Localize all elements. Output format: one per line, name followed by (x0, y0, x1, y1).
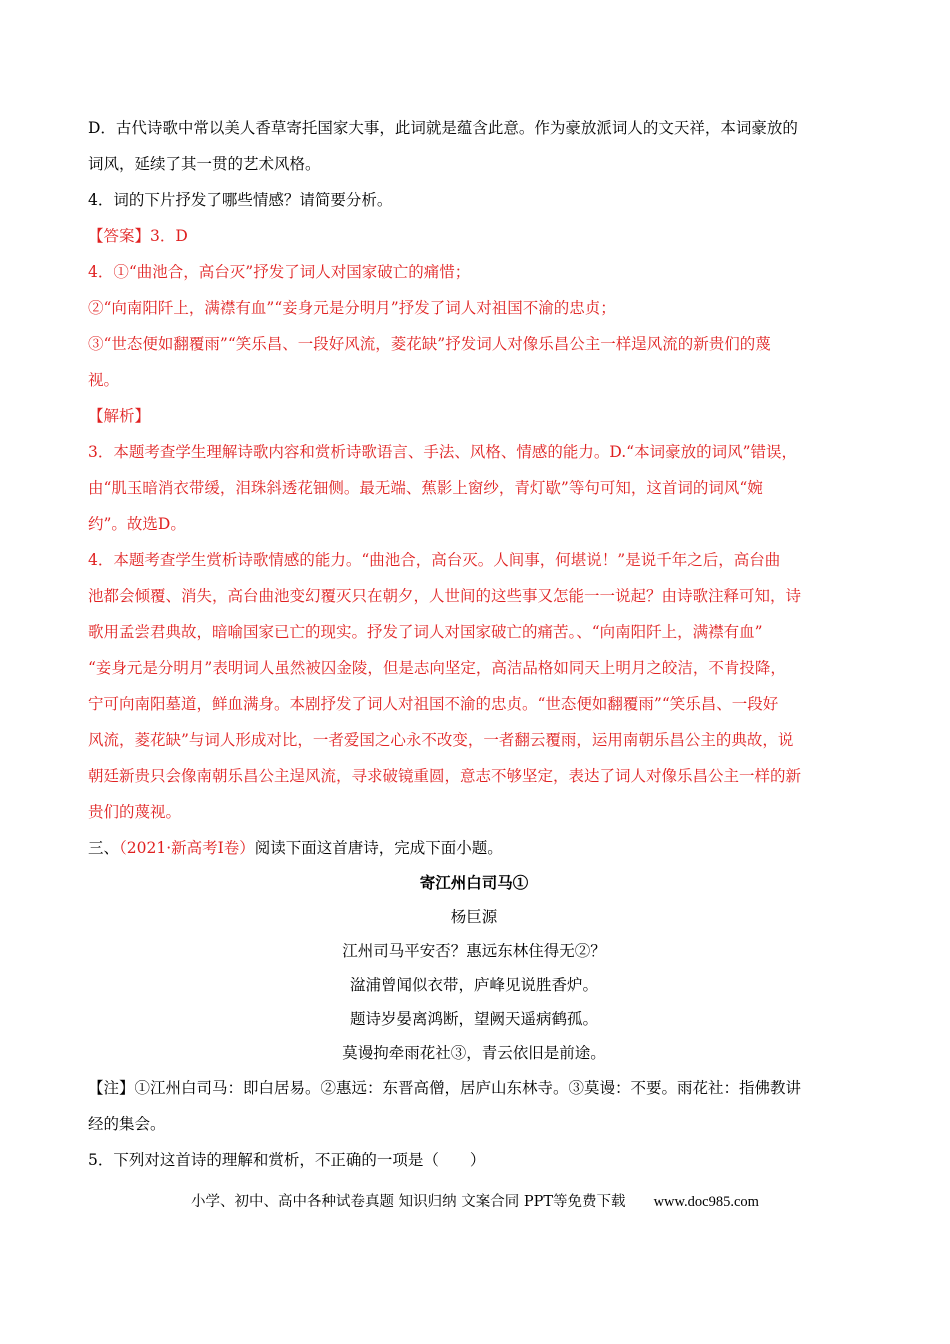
page-footer (0, 1190, 950, 1211)
poem-line-1: 江州司马平安否？惠远东林住得无②？ (342, 942, 606, 960)
answer-4-line-2: ②“向南阳阡上，满襟有血”“妾身元是分明月”抒发了词人对祖国不渝的忠贞； (88, 299, 616, 317)
analysis-3-line-1: 3．本题考查学生理解诗歌内容和赏析诗歌语言、手法、风格、情感的能力。D.“本词豪放的词风”错误， (88, 443, 798, 461)
section-3-source: （2021·新高考I卷） (119, 839, 255, 857)
analysis-4-line-8: 贵们的蔑视。 (88, 803, 182, 821)
analysis-4-line-5: 宁可向南阳墓道，鲜血满身。本剧抒发了词人对祖国不渝的忠贞。“世态便如翻覆雨”“笑乐昌、一段好 (88, 695, 779, 713)
section-3-prefix: 三、 (88, 839, 120, 857)
analysis-3-line-3: 约”。故选D。 (88, 515, 186, 533)
footer-url[interactable]: www.doc985.com (653, 1194, 759, 1210)
analysis-4-line-3: 歌用孟尝君典故，暗喻国家已亡的现实。抒发了词人对国家破亡的痛苦。、“向南阳阡上，满襟有血” (88, 623, 763, 641)
question-5: 5．下列对这首诗的理解和赏析，不正确的一项是（ ） (88, 1151, 486, 1169)
notes-line-1: 【注】①江州白司马：即白居易。②惠远：东晋高僧，居庐山东林寺。③莫谩：不要。雨花社：指佛教讲 (88, 1079, 802, 1097)
answer-4-line-3: ③“世态便如翻覆雨”“笑乐昌、一段好风流，菱花缺”抒发词人对像乐昌公主一样逞风流的新贵们的蔑 (88, 335, 771, 353)
analysis-4-line-2: 池都会倾覆、消失，高台曲池变幻覆灭只在朝夕，人世间的这些事又怎能一一说起？由诗歌注释可知，诗 (88, 587, 802, 605)
analysis-4-line-1: 4．本题考查学生赏析诗歌情感的能力。“曲池合，高台灭。人间事，何堪说！”是说千年之后，高台曲 (88, 551, 781, 569)
analysis-3-line-2: 由“肌玉暗消衣带缓，泪珠斜透花钿侧。最无端、蕉影上窗纱，青灯歇”等句可知，这首词的词风“婉 (88, 479, 763, 497)
poem-title: 寄江州白司马① (419, 873, 529, 892)
poem-line-3: 题诗岁晏离鸿断，望阙天遥病鹤孤。 (349, 1010, 598, 1028)
answer-4-line-4: 视。 (88, 371, 120, 389)
document-body (88, 110, 860, 1178)
section-3-heading (88, 830, 860, 866)
answer-3: 3．D (150, 227, 188, 245)
option-d-line-1: D．古代诗歌中常以美人香草寄托国家大事，此词就是蕴含此意。作为豪放派词人的文天祥，本词豪放的 (88, 119, 798, 137)
section-3-instruction: 阅读下面这首唐诗，完成下面小题。 (254, 839, 503, 857)
poem-line-2: 湓浦曾闻似衣带，庐峰见说胜香炉。 (349, 976, 598, 994)
answer-4-line-1: 4．①“曲池合，高台灭”抒发了词人对国家破亡的痛惜； (88, 263, 471, 281)
poem-line-4: 莫谩拘牵雨花社③，青云依旧是前途。 (342, 1044, 606, 1062)
question-4: 4．词的下片抒发了哪些情感？请简要分析。 (88, 191, 393, 209)
notes-line-2: 经的集会。 (88, 1115, 166, 1133)
footer-text: 小学、初中、高中各种试卷真题 知识归纳 文案合同 PPT等免费下载 (191, 1194, 626, 1210)
answer-label: 【答案】 (88, 227, 151, 245)
analysis-4-line-6: 风流，菱花缺”与词人形成对比，一者爱国之心永不改变，一者翻云覆雨，运用南朝乐昌公主的典故，说 (88, 731, 794, 749)
option-d-line-2: 词风，延续了其一贯的艺术风格。 (88, 155, 321, 173)
poem-author: 杨巨源 (450, 908, 498, 926)
answer-line (88, 218, 860, 254)
analysis-4-line-4: “妾身元是分明月”表明词人虽然被囚金陵，但是志向坚定，高洁品格如同天上明月之皎洁，不肯投降， (88, 659, 786, 677)
analysis-label: 【解析】 (88, 407, 151, 425)
analysis-4-line-7: 朝廷新贵只会像南朝乐昌公主逞风流，寻求破镜重圆，意志不够坚定，表达了词人对像乐昌公主一样的新 (88, 767, 802, 785)
